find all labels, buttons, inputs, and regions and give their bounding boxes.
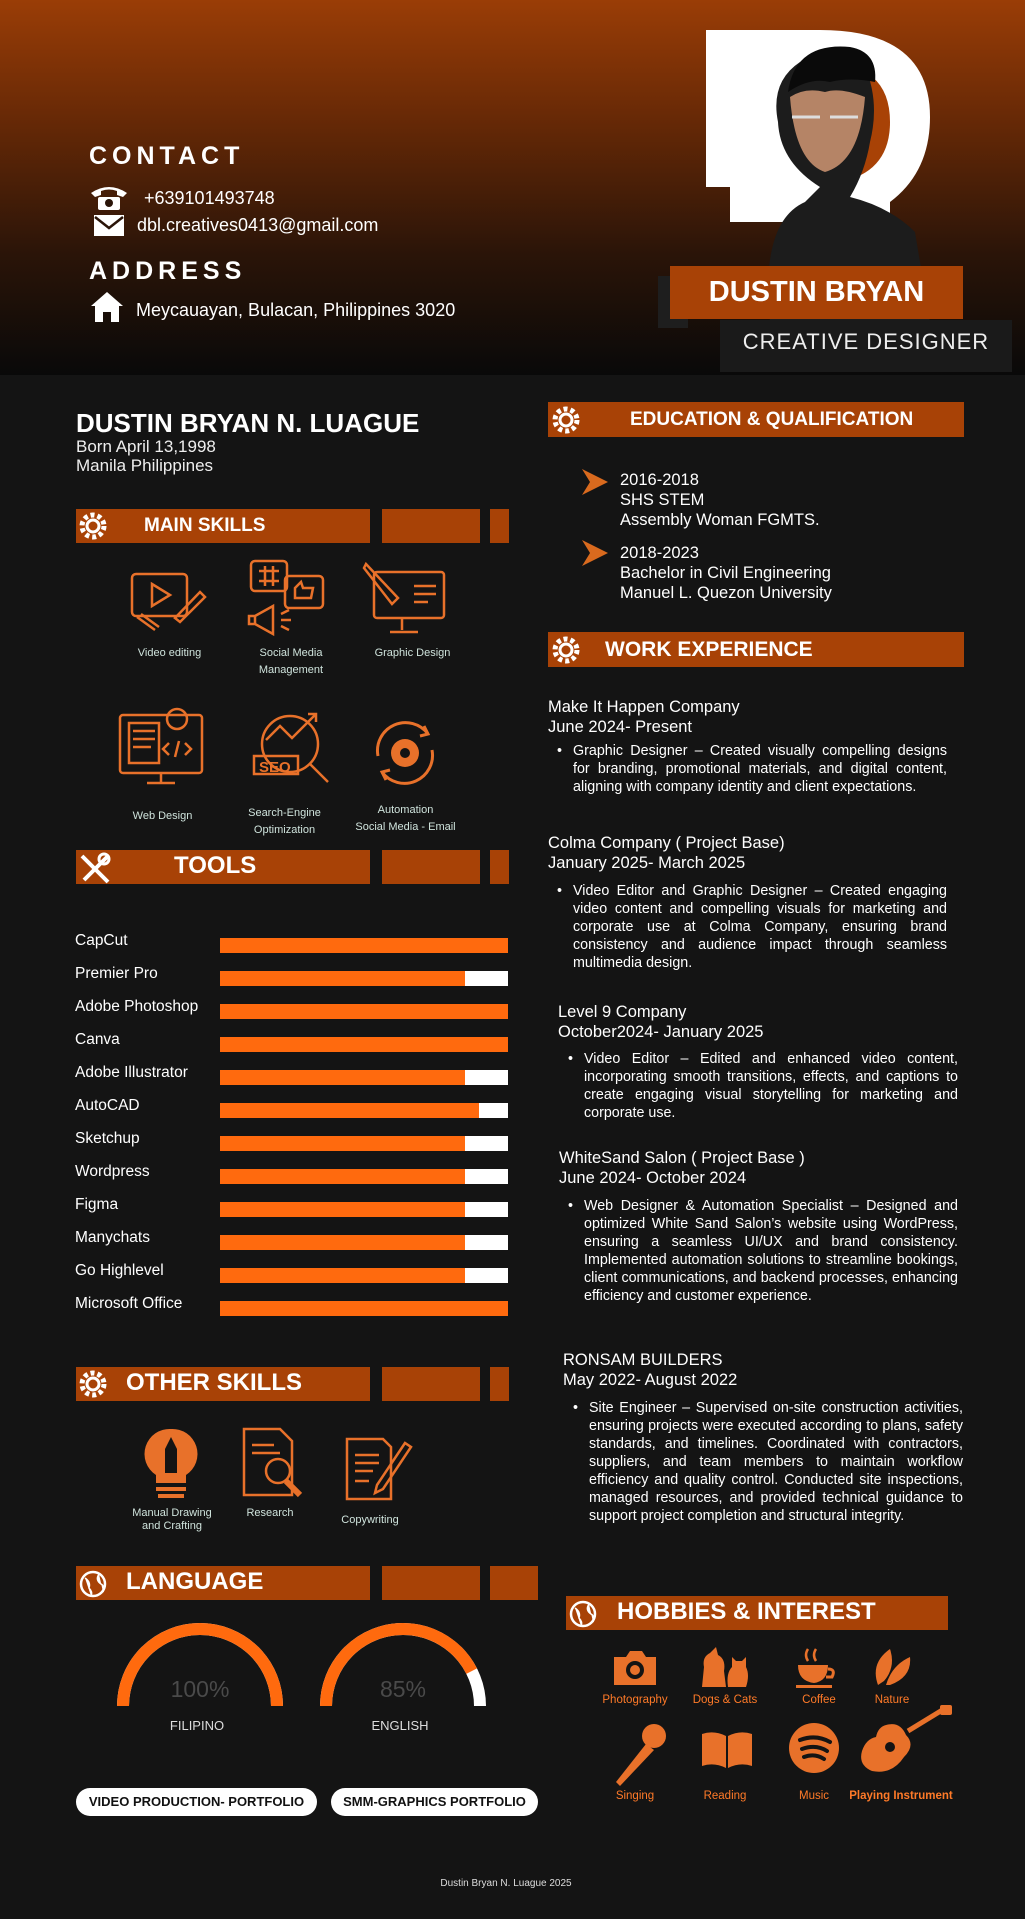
tool-level-fill [220, 938, 508, 953]
footer-text: Dustin Bryan N. Luague 2025 [440, 1878, 572, 1889]
bar-block [490, 1566, 538, 1600]
hobby-label: Playing Instrument [849, 1790, 953, 1802]
other-skills-bar [76, 1367, 370, 1401]
tools-bar [76, 850, 370, 884]
tool-level-fill [220, 1103, 479, 1118]
tool-level-fill [220, 971, 465, 986]
skill-line: Manual Drawing [132, 1507, 212, 1519]
microphone-icon [610, 1722, 670, 1788]
bar-block [382, 1367, 480, 1401]
tool-name: Adobe Illustrator [75, 1064, 188, 1081]
arrow-right-icon [580, 538, 610, 568]
tool-level-fill [220, 1169, 465, 1184]
tool-name: Wordpress [75, 1163, 150, 1180]
contact-heading: CONTACT [89, 142, 245, 170]
hobbies-heading: HOBBIES & INTEREST [617, 1598, 876, 1625]
job-description: • Site Engineer – Supervised on-site construction activities, ensuring projects were executed according to plans, safety standards, and timelines. Coordinated with contractors, suppliers, and team members to maintain workflow efficiency and quality control. Conducted site inspections, managed resources, and provided technical guidance to support project completion and structural integrity. [589, 1399, 963, 1525]
hobby-label: Reading [703, 1790, 747, 1802]
hobby-label: Nature [874, 1694, 910, 1706]
email-address[interactable]: dbl.creatives0413@gmail.com [137, 215, 379, 235]
spotify-icon [788, 1722, 840, 1774]
copywriting-icon [343, 1433, 415, 1503]
job-dates: June 2024- Present [548, 718, 693, 736]
language-bar [76, 1566, 370, 1600]
job-dates: June 2024- October 2024 [559, 1169, 747, 1187]
tool-level-fill [220, 1136, 465, 1151]
job-company: Level 9 Company [558, 1003, 687, 1021]
home-icon [89, 290, 125, 324]
gauge-value-filipino: 100% [170, 1676, 230, 1702]
job-company: RONSAM BUILDERS [563, 1351, 723, 1369]
main-skills-heading: MAIN SKILLS [144, 515, 266, 536]
skill-line: Social Media [259, 647, 323, 659]
job-header [548, 697, 740, 737]
skill-label-web [105, 808, 220, 825]
job-dates: May 2022- August 2022 [563, 1371, 738, 1389]
work-bar [548, 632, 964, 667]
gauge-value-english: 85% [379, 1676, 427, 1702]
education-degree: SHS STEM [620, 491, 705, 509]
language-gauge-english [313, 1618, 493, 1718]
svg-text:SEO: SEO [259, 759, 291, 776]
tool-level-bar [220, 1268, 508, 1283]
gear-icon [551, 635, 581, 665]
job-dates: October2024- January 2025 [558, 1023, 764, 1041]
web-design-icon [115, 703, 210, 788]
tool-name: Canva [75, 1031, 120, 1048]
skill-label-video [112, 645, 227, 662]
dog-cat-icon [698, 1645, 750, 1689]
graphics-portfolio-button[interactable]: SMM-GRAPHICS PORTFOLIO [331, 1788, 538, 1816]
tool-name: Premier Pro [75, 965, 158, 982]
tool-level-fill [220, 1070, 465, 1085]
tool-level-fill [220, 1235, 465, 1250]
tool-level-bar [220, 1004, 508, 1019]
globe-icon [79, 1570, 107, 1598]
skill-line: Social Media - Email [355, 821, 456, 833]
bar-block [382, 1566, 480, 1600]
education-bar [548, 402, 964, 437]
skill-line: Management [258, 664, 324, 676]
other-skill-drawing [112, 1507, 232, 1533]
tool-level-bar [220, 1136, 508, 1151]
job-header [558, 1002, 763, 1042]
skill-line: Automation [377, 804, 434, 816]
phone-number[interactable]: +639101493748 [144, 188, 275, 208]
education-degree: Bachelor in Civil Engineering [620, 564, 831, 582]
gear-icon [78, 511, 108, 541]
bar-block [490, 509, 509, 543]
wrench-screwdriver-icon [78, 852, 112, 884]
job-description: • Web Designer & Automation Specialist – Designed and optimized White Sand Salon’s website using WordPress, ensuring a seamless UI/UX and brand consistency. Implemented automation solutions to streamline bookings, client communications, and backend processes, enhancing efficiency and customer experience. [584, 1197, 958, 1305]
tool-level-fill [220, 1268, 465, 1283]
education-years: 2016-2018 [620, 471, 699, 489]
other-skills-heading: OTHER SKILLS [126, 1369, 303, 1396]
job-header [563, 1350, 737, 1390]
tool-level-bar [220, 1235, 508, 1250]
other-skill-copywriting: Copywriting [341, 1514, 399, 1526]
video-portfolio-button[interactable]: VIDEO PRODUCTION- PORTFOLIO [76, 1788, 317, 1816]
hobby-label: Dogs & Cats [692, 1694, 758, 1706]
bar-block [382, 850, 480, 884]
skill-line: Graphic Design [374, 647, 451, 659]
language-heading: LANGUAGE [126, 1568, 264, 1595]
main-skills-bar [76, 509, 370, 543]
gauge-label-filipino: FILIPINO [169, 1718, 225, 1733]
tool-level-fill [220, 1004, 508, 1019]
leaf-icon [870, 1645, 914, 1689]
bar-block [382, 509, 480, 543]
tool-level-fill [220, 1037, 508, 1052]
skill-line: Web Design [132, 810, 193, 822]
arrow-right-icon [580, 467, 610, 497]
tool-level-bar [220, 1103, 508, 1118]
education-item [620, 470, 820, 530]
education-years: 2018-2023 [620, 544, 699, 562]
tool-level-bar [220, 938, 508, 953]
tool-name: Manychats [75, 1229, 150, 1246]
job-company: Colma Company ( Project Base) [548, 834, 785, 852]
job-company: WhiteSand Salon ( Project Base ) [559, 1149, 805, 1167]
lightbulb-pencil-icon [142, 1427, 200, 1503]
tool-name: Adobe Photoshop [75, 998, 199, 1015]
seo-icon [248, 706, 338, 791]
tool-level-fill [220, 1301, 508, 1316]
tools-heading: TOOLS [174, 852, 257, 879]
skill-line: Optimization [253, 824, 316, 836]
tool-name: CapCut [75, 932, 128, 949]
education-heading: EDUCATION & QUALIFICATION [630, 409, 914, 430]
language-gauge-filipino [110, 1618, 290, 1718]
hobby-label: Coffee [802, 1694, 836, 1706]
skill-label-social [232, 645, 350, 679]
hobby-label: Singing [615, 1790, 655, 1802]
job-header [559, 1148, 805, 1188]
bar-block [490, 1367, 509, 1401]
gear-icon [78, 1369, 108, 1399]
automation-icon [368, 716, 443, 791]
job-description: • Video Editor – Edited and enhanced video content, incorporating smooth transitions, effects, and captions to create engaging visual storytelling for marketing and corporate use. [584, 1050, 958, 1122]
video-editing-icon [125, 562, 210, 637]
education-school: Assembly Woman FGMTS. [620, 511, 820, 529]
hobby-label: Music [798, 1790, 830, 1802]
tool-level-bar [220, 1301, 508, 1316]
job-description: • Graphic Designer – Created visually compelling designs for branding, promotional materials, and digital content, aligning with company identity and client expectations. [573, 742, 947, 796]
bar-block [490, 850, 509, 884]
tool-name: AutoCAD [75, 1097, 140, 1114]
job-company: Make It Happen Company [548, 698, 740, 716]
globe-icon [569, 1600, 597, 1628]
research-icon [240, 1427, 315, 1499]
book-icon [698, 1728, 756, 1770]
tool-name: Sketchup [75, 1130, 140, 1147]
tool-level-bar [220, 971, 508, 986]
camera-icon [612, 1647, 658, 1687]
tool-name: Figma [75, 1196, 119, 1213]
email-icon [94, 215, 124, 236]
birth-place: Manila Philippines [76, 456, 214, 475]
gauge-label-english: ENGLISH [371, 1718, 429, 1733]
skill-label-graphic [355, 645, 470, 662]
tool-name: Go Highlevel [75, 1262, 164, 1279]
skill-label-seo [227, 805, 342, 839]
role-title: CREATIVE DESIGNER [720, 320, 1012, 372]
address-heading: ADDRESS [89, 257, 247, 285]
guitar-icon [858, 1705, 954, 1777]
hobby-label: Photography [602, 1694, 668, 1706]
skill-label-automation [338, 802, 473, 836]
education-school: Manuel L. Quezon University [620, 584, 832, 602]
tool-level-bar [220, 1169, 508, 1184]
education-item [620, 543, 832, 603]
skill-line: Search-Engine [248, 807, 321, 819]
tool-level-fill [220, 1202, 465, 1217]
birth-date: Born April 13,1998 [76, 437, 216, 456]
skill-line: Video editing [137, 647, 202, 659]
tool-name: Microsoft Office [75, 1295, 183, 1312]
graphic-design-icon [362, 560, 452, 640]
address-text: Meycauayan, Bulacan, Philippines 3020 [136, 300, 456, 320]
skill-line: and Crafting [142, 1520, 202, 1532]
tool-level-bar [220, 1202, 508, 1217]
work-heading: WORK EXPERIENCE [605, 638, 813, 661]
coffee-icon [794, 1645, 838, 1689]
phone-icon [89, 183, 129, 211]
job-header [548, 833, 785, 873]
job-dates: January 2025- March 2025 [548, 854, 746, 872]
job-description: • Video Editor and Graphic Designer – Created engaging video content and compelling visuals for marketing and corporate use at Colma Company, ensuring brand consistency and audience impact through seamless multimedia design. [573, 882, 947, 972]
other-skill-research: Research [246, 1507, 294, 1519]
tool-level-bar [220, 1037, 508, 1052]
name-badge: DUSTIN BRYAN [670, 266, 963, 319]
tool-level-bar [220, 1070, 508, 1085]
gear-icon [551, 405, 581, 435]
social-media-icon [245, 556, 335, 641]
hobbies-bar [566, 1596, 948, 1630]
full-name: DUSTIN BRYAN N. LUAGUE [76, 408, 420, 438]
